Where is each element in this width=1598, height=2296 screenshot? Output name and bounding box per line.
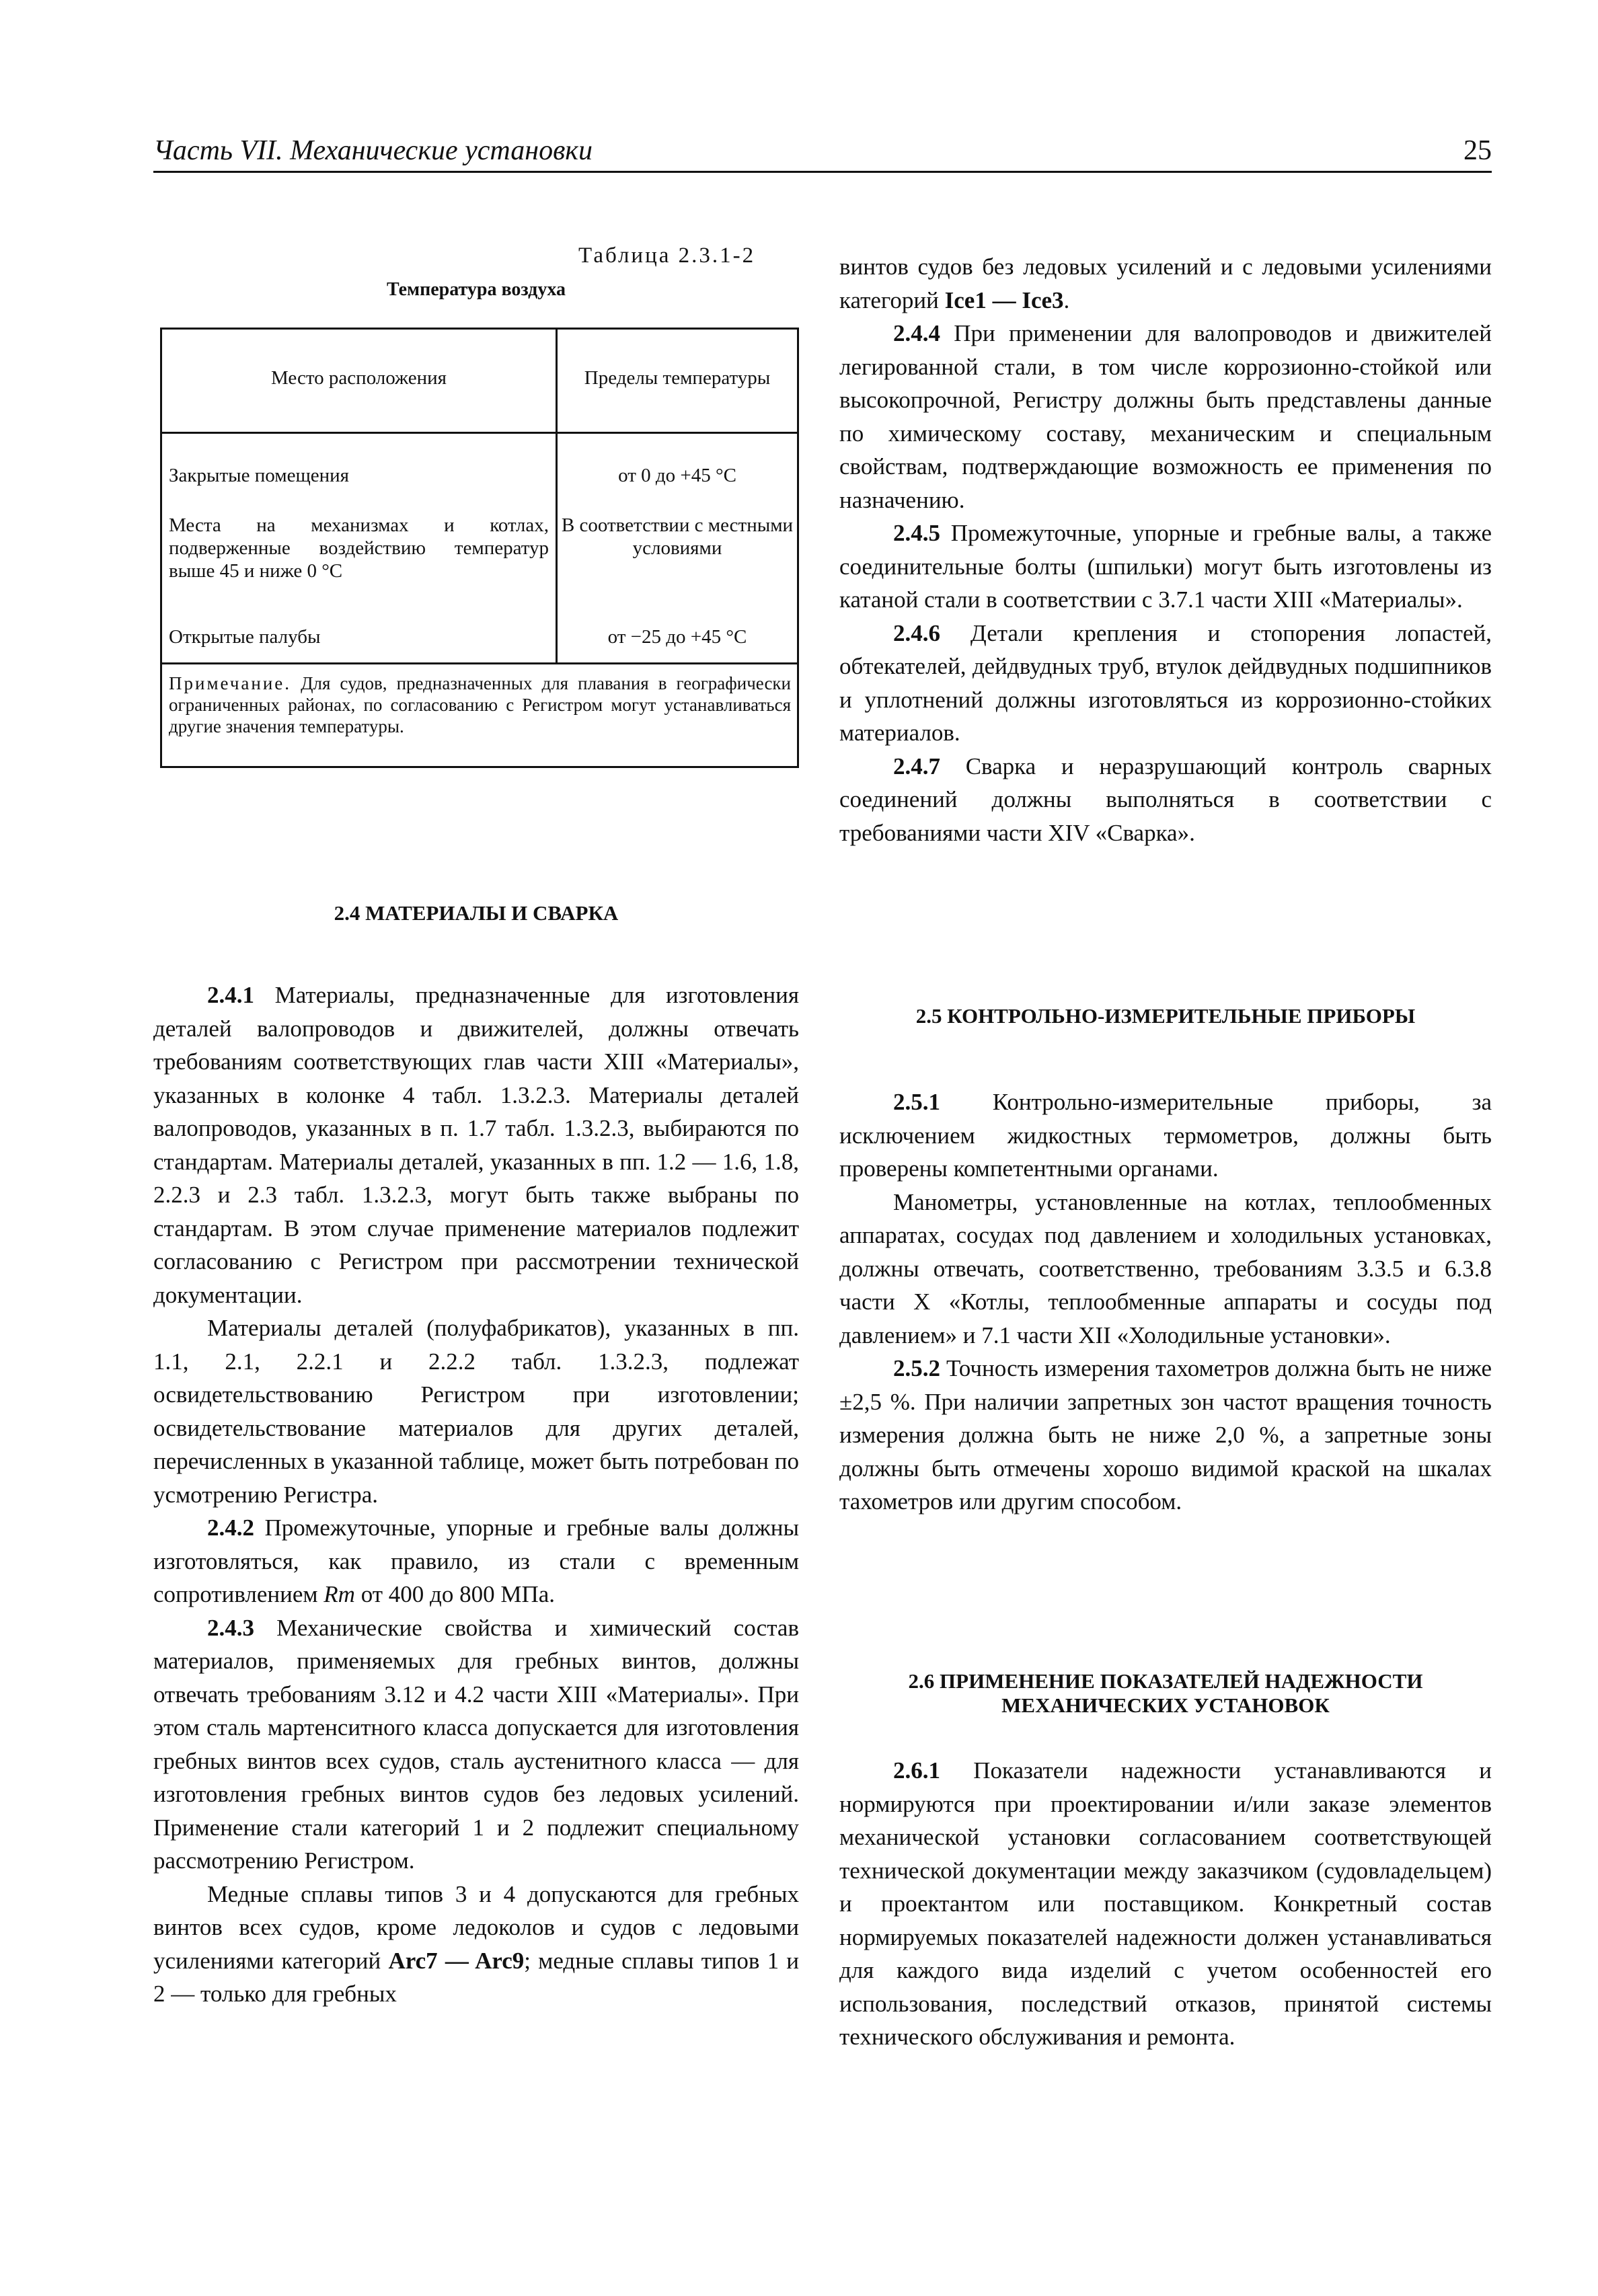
clause-number: 2.5.2 [893,1355,940,1381]
table-header-limits: Пределы температуры [584,367,771,389]
table-cell-place: Закрытые помещения [169,465,350,486]
right-column-top [839,250,1492,849]
table-divider-header [162,432,797,434]
paragraph: 2.4.2 Промежуточные, упорные и гребные валы должны изготовляться, как правило, из стали с временным сопротивлением Rm от 400 до 800 МПа. [153,1515,799,1607]
table-label: Таблица 2.3.1-2 [578,243,756,268]
paragraph: 2.4.4 При применении для валопроводов и движителей легированной стали, в том числе коррозионно-стойкой или высокопрочной, Регистру должны быть представлены данные по химическому составу, механическим и специальным свойствам, подтверждающие возможность ее применения по назначению. [839,320,1492,513]
paragraph: Медные сплавы типов 3 и 4 допускаются для гребных винтов всех судов, кроме ледоколов и судов с ледовыми усилениями категорий Arc7 — Arc9; медные сплавы типов 1 и 2 — только для гребных [153,1880,799,2007]
clause-number: 2.6.1 [893,1757,940,1784]
clause-number: 2.4.4 [893,320,940,346]
ice-class-arc: Arc7 — Arc9 [388,1947,525,1974]
paragraph: Материалы деталей (полуфабрикатов), указанных в пп. 1.1, 2.1, 2.2.1 и 2.2.2 табл. 1.3.2.3, подлежат освидетельствованию Регистром при изготовлении; освидетельствование материалов для других деталей, перечисленных в указанной таблице, может быть потребован по усмотрению Регистра. [153,1315,799,1508]
section-heading-2-6: 2.6 ПРИМЕНЕНИЕ ПОКАЗАТЕЛЕЙ НАДЕЖНОСТИ МЕХАНИЧЕСКИХ УСТАНОВОК [908,1669,1423,1717]
right-column-bottom [839,1754,1492,2054]
paragraph: 2.5.2 Точность измерения тахометров должна быть не ниже ±2,5 %. При наличии запретных зон частот вращения точность измерения должна быть не ниже 2,0 %, а запретные зоны должны быть отмечены хорошо видимой краской на шкалах тахометров или другим способом. [839,1355,1492,1515]
table-caption: Температура воздуха [387,279,566,300]
paragraph: Манометры, установленные на котлах, теплообменных аппаратах, сосудах под давлением и холодильных установках, должны отвечать, соответственно, требованиям 3.3.5 и 6.3.8 части X «Котлы, теплообменные аппараты и сосуды под давлением» и 7.1 части XII «Холодильные установки». [839,1188,1492,1348]
clause-number: 2.4.1 [207,982,254,1008]
clause-number: 2.5.1 [893,1089,940,1115]
table-divider-note [162,662,797,664]
clause-number: 2.4.2 [207,1515,254,1541]
paragraph: 2.6.1 Показатели надежности устанавливаются и нормируются при проектировании и/или заказе элементов механической установки согласованием соответствующей технической документации между заказчиком (судовладельцем) и проектантом или поставщиком. Конкретный состав нормируемых показателей надежности должен устанавливаться для каждого вида изделий с учетом особенностей его использования, последствий отказов, принятой системы технического обслуживания и ремонта. [839,1757,1492,2050]
table-cell-place: Места на механизмах и котлах, подверженные воздействию температур выше 45 и ниже 0 °С [169,514,549,582]
clause-number: 2.4.7 [893,753,940,779]
table-cell-place: Открытые палубы [169,626,321,648]
table-note-text: Для судов, предназначенных для плавания в географически ограниченных районах, по согласованию с Регистром могут устанавливаться другие значения температуры. [169,673,791,736]
temperature-table [160,328,799,768]
page-header [153,132,1492,173]
clause-number: 2.4.5 [893,520,940,546]
table-cell-limits: В соответствии с местными условиями [561,514,794,559]
table-cell-limits: от 0 до +45 °С [618,465,736,486]
paragraph: 2.4.7 Сварка и неразрушающий контроль сварных соединений должны выполняться в соответствии с требованиями части XIV «Сварка». [839,753,1492,846]
page-number: 25 [1463,135,1492,166]
paragraph: 2.4.6 Детали крепления и стопорения лопастей, обтекателей, дейдвудных труб, втулок дейдвудных подшипников и уплотнений должны изготовляться из коррозионно-стойких материалов. [839,619,1492,746]
table-cell-limits: от −25 до +45 °С [607,626,747,648]
paragraph: 2.4.3 Механические свойства и химический состав материалов, применяемых для гребных винтов, должны отвечать требованиям 3.12 и 4.2 части XIII «Материалы». При этом сталь мартенситного класса допускается для изготовления гребных винтов всех судов, сталь аустенитного класса — для изготовления гребных винтов судов без ледовых усилений. Применение стали категорий 1 и 2 подлежит специальному рассмотрению Регистром. [153,1614,799,1874]
table-header-place: Место расположения [271,367,447,389]
paragraph: 2.4.1 Материалы, предназначенные для изготовления деталей валопроводов и движителей, должны отвечать требованиям соответствующих глав части XIII «Материалы», указанных в колонке 4 табл. 1.3.2.3. Материалы деталей валопроводов, указанных в п. 1.7 табл. 1.3.2.3, выбираются по стандартам. Материалы деталей, указанных в пп. 1.2 — 1.6, 1.8, 2.2.3 и 2.3 табл. 1.3.2.3, могут быть также выбраны по стандартам. В этом случае применение материалов подлежит согласованию с Регистром при рассмотрении технической документации. [153,982,799,1308]
paragraph: 2.5.1 Контрольно-измерительные приборы, за исключением жидкостных термометров, должны быть проверены компетентными органами. [839,1089,1492,1182]
paragraph: винтов судов без ледовых усилений и с ледовыми усилениями категорий Ice1 — Ice3. [839,254,1492,313]
clause-number: 2.4.6 [893,619,940,646]
table-note-lead: Примечание. [169,673,292,693]
left-column [153,979,799,2011]
ice-class: Ice1 — Ice3 [944,286,1064,313]
symbol-rm: Rm [324,1581,355,1607]
right-column-middle [839,1085,1492,1519]
clause-number: 2.4.3 [207,1614,254,1641]
table-note [169,673,791,737]
part-title: Часть VII. Механические установки [153,135,593,166]
paragraph: 2.4.5 Промежуточные, упорные и гребные валы, а также соединительные болты (шпильки) могут быть изготовлены из катаной стали в соответствии с 3.7.1 части XIII «Материалы». [839,520,1492,613]
section-heading-2-4: 2.4 МАТЕРИАЛЫ И СВАРКА [334,901,619,925]
section-heading-2-5: 2.5 КОНТРОЛЬНО-ИЗМЕРИТЕЛЬНЫЕ ПРИБОРЫ [915,1004,1416,1028]
